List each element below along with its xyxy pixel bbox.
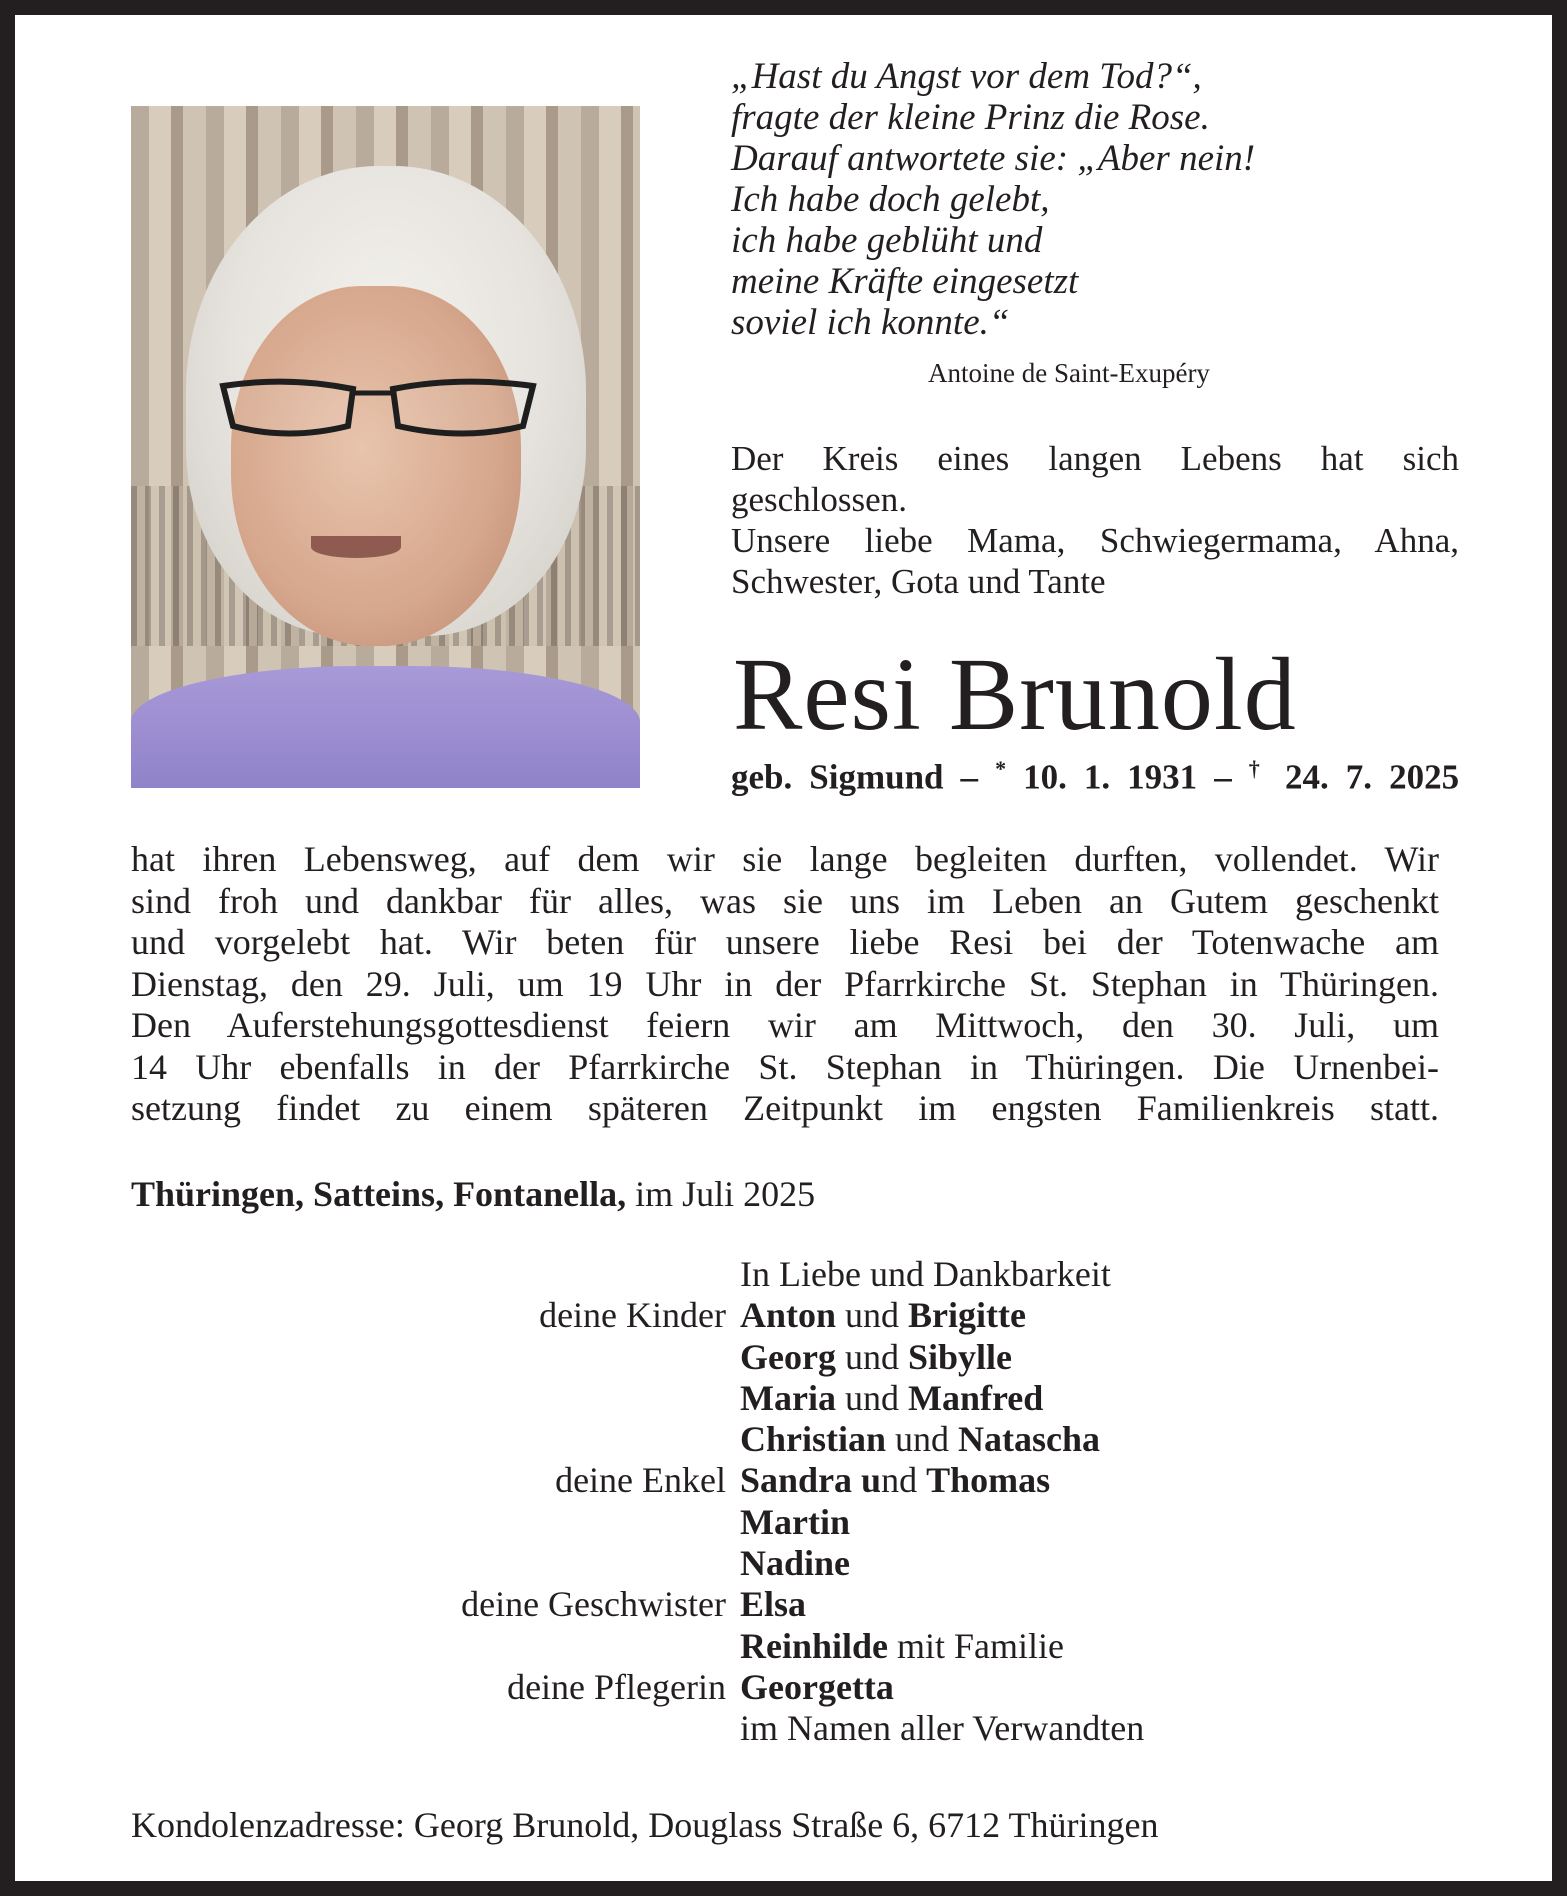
name-a: Nadine <box>740 1543 851 1584</box>
family-names <box>740 1502 850 1543</box>
relation-label <box>0 1502 740 1543</box>
life-dates <box>731 756 1459 798</box>
intro-line: Der Kreis eines langen Lebens hat sich <box>731 439 1459 478</box>
glasses-icon <box>193 371 553 441</box>
family-row <box>0 1626 1144 1667</box>
relation-label <box>0 1419 740 1460</box>
cardigan <box>131 666 640 788</box>
quote-line: soviel ich konnte.“ <box>731 302 1010 343</box>
name-b: Sibylle <box>907 1336 1012 1377</box>
family-names <box>740 1667 894 1708</box>
relation-label: deine Kinder <box>539 1295 726 1336</box>
body-line: und vorgelebt hat. Wir beten für unsere liebe Resi bei der Totenwache am <box>131 922 1439 962</box>
quote <box>731 56 1255 343</box>
portrait-photo <box>131 106 640 788</box>
intro-line: Schwester, Gota und Tante <box>731 562 1106 601</box>
family-row <box>0 1543 1144 1584</box>
body-line: hat ihren Lebensweg, auf dem wir sie lange begleiten durften, vollendet. Wir <box>131 839 1439 879</box>
family-row <box>0 1337 1144 1378</box>
relation-label: deine Geschwister <box>461 1584 726 1625</box>
name-a: Christian <box>740 1419 887 1460</box>
quote-line: ich habe geblüht und <box>731 220 1043 261</box>
relation-label: deine Enkel <box>555 1460 726 1501</box>
family-row <box>0 1378 1144 1419</box>
family-names <box>740 1460 1050 1501</box>
intro-line: geschlossen. <box>731 480 907 519</box>
family-row <box>0 1419 1144 1460</box>
body-line: 14 Uhr ebenfalls in der Pfarrkirche St. Stephan in Thüringen. Die Urnenbei- <box>131 1046 1439 1087</box>
quote-line: Darauf antwortete sie: „Aber nein! <box>731 138 1256 179</box>
family-row <box>0 1460 1144 1501</box>
family-footer: im Namen aller Verwandten <box>740 1708 1145 1749</box>
name-b: Brigitte <box>908 1295 1026 1336</box>
name-a: Georg <box>740 1336 836 1377</box>
family-row <box>0 1584 1144 1625</box>
name-a: Reinhilde <box>740 1625 889 1666</box>
relation-label: deine Pflegerin <box>507 1666 726 1707</box>
family-names <box>740 1295 1026 1336</box>
maiden-name: geb. Sigmund <box>731 757 944 797</box>
quote-line: meine Kräfte eingesetzt <box>731 261 1079 302</box>
condolence-address: Kondolenzadresse: Georg Brunold, Douglass Straße 6, 6712 Thüringen <box>131 1805 1159 1845</box>
body-line: Den Auferstehungsgottesdienst feiern wir am Mittwoch, den 30. Juli, um <box>131 1005 1439 1045</box>
birth-symbol: * <box>995 756 1007 781</box>
date: im Juli 2025 <box>635 1174 816 1214</box>
conjunction: und <box>844 1377 899 1418</box>
family-names <box>740 1584 806 1625</box>
relation-label <box>0 1378 740 1419</box>
closing: In Liebe und Dankbarkeit <box>740 1254 1111 1294</box>
name-a: Georgetta <box>740 1666 894 1707</box>
deceased-name: Resi Brunold <box>733 637 1297 752</box>
family-names <box>740 1378 1043 1419</box>
family-names <box>740 1419 1100 1460</box>
place-date <box>131 1173 815 1215</box>
intro-line: Unsere liebe Mama, Schwiegermama, Ahna, <box>731 521 1459 560</box>
name-a: Anton <box>740 1295 837 1336</box>
name-a: Sandra u <box>740 1460 882 1501</box>
death-date: 24. 7. 2025 <box>1285 757 1460 797</box>
dash: – <box>1214 757 1232 797</box>
family-names <box>740 1337 1012 1378</box>
smile <box>311 536 401 558</box>
family-row <box>0 1667 1144 1708</box>
relation-label <box>0 1337 740 1378</box>
relation-label <box>0 1626 740 1667</box>
name-a: Martin <box>740 1501 850 1542</box>
quote-line: fragte der kleine Prinz die Rose. <box>731 97 1210 138</box>
intro-text <box>731 438 1459 602</box>
quote-line: Ich habe doch gelebt, <box>731 179 1050 220</box>
towns: Thüringen, Satteins, Fontanella, <box>131 1174 627 1214</box>
body-text <box>131 839 1439 1130</box>
name-b: Thomas <box>926 1460 1051 1501</box>
conjunction: und <box>895 1419 950 1460</box>
dash: – <box>960 757 979 797</box>
family-row <box>0 1502 1144 1543</box>
conjunction: mit Familie <box>897 1625 1065 1666</box>
birth-date: 10. 1. 1931 <box>1023 757 1198 797</box>
conjunction: und <box>845 1295 900 1336</box>
quote-line: „Hast du Angst vor dem Tod?“, <box>731 56 1202 97</box>
conjunction: nd <box>881 1460 918 1501</box>
body-line: sind froh und dankbar für alles, was sie uns im Leben an Gutem geschenkt <box>131 880 1439 921</box>
family-row <box>0 1295 1144 1336</box>
body-line: Dienstag, den 29. Juli, um 19 Uhr in der Pfarrkirche St. Stephan in Thüringen. <box>131 963 1439 1004</box>
relation-label <box>0 1543 740 1584</box>
family-list <box>0 1254 1144 1750</box>
quote-author: Antoine de Saint-Exupéry <box>928 358 1210 388</box>
name-a: Maria <box>740 1377 836 1418</box>
conjunction: und <box>844 1336 899 1377</box>
body-line: setzung findet zu einem späteren Zeitpunkt im engsten Familienkreis statt. <box>131 1088 1439 1128</box>
death-symbol: † <box>1248 756 1268 781</box>
name-a: Elsa <box>740 1584 807 1625</box>
name-b: Manfred <box>907 1377 1044 1418</box>
family-names <box>740 1543 850 1584</box>
name-b: Natascha <box>958 1419 1101 1460</box>
family-names <box>740 1626 1064 1667</box>
face <box>231 286 521 646</box>
